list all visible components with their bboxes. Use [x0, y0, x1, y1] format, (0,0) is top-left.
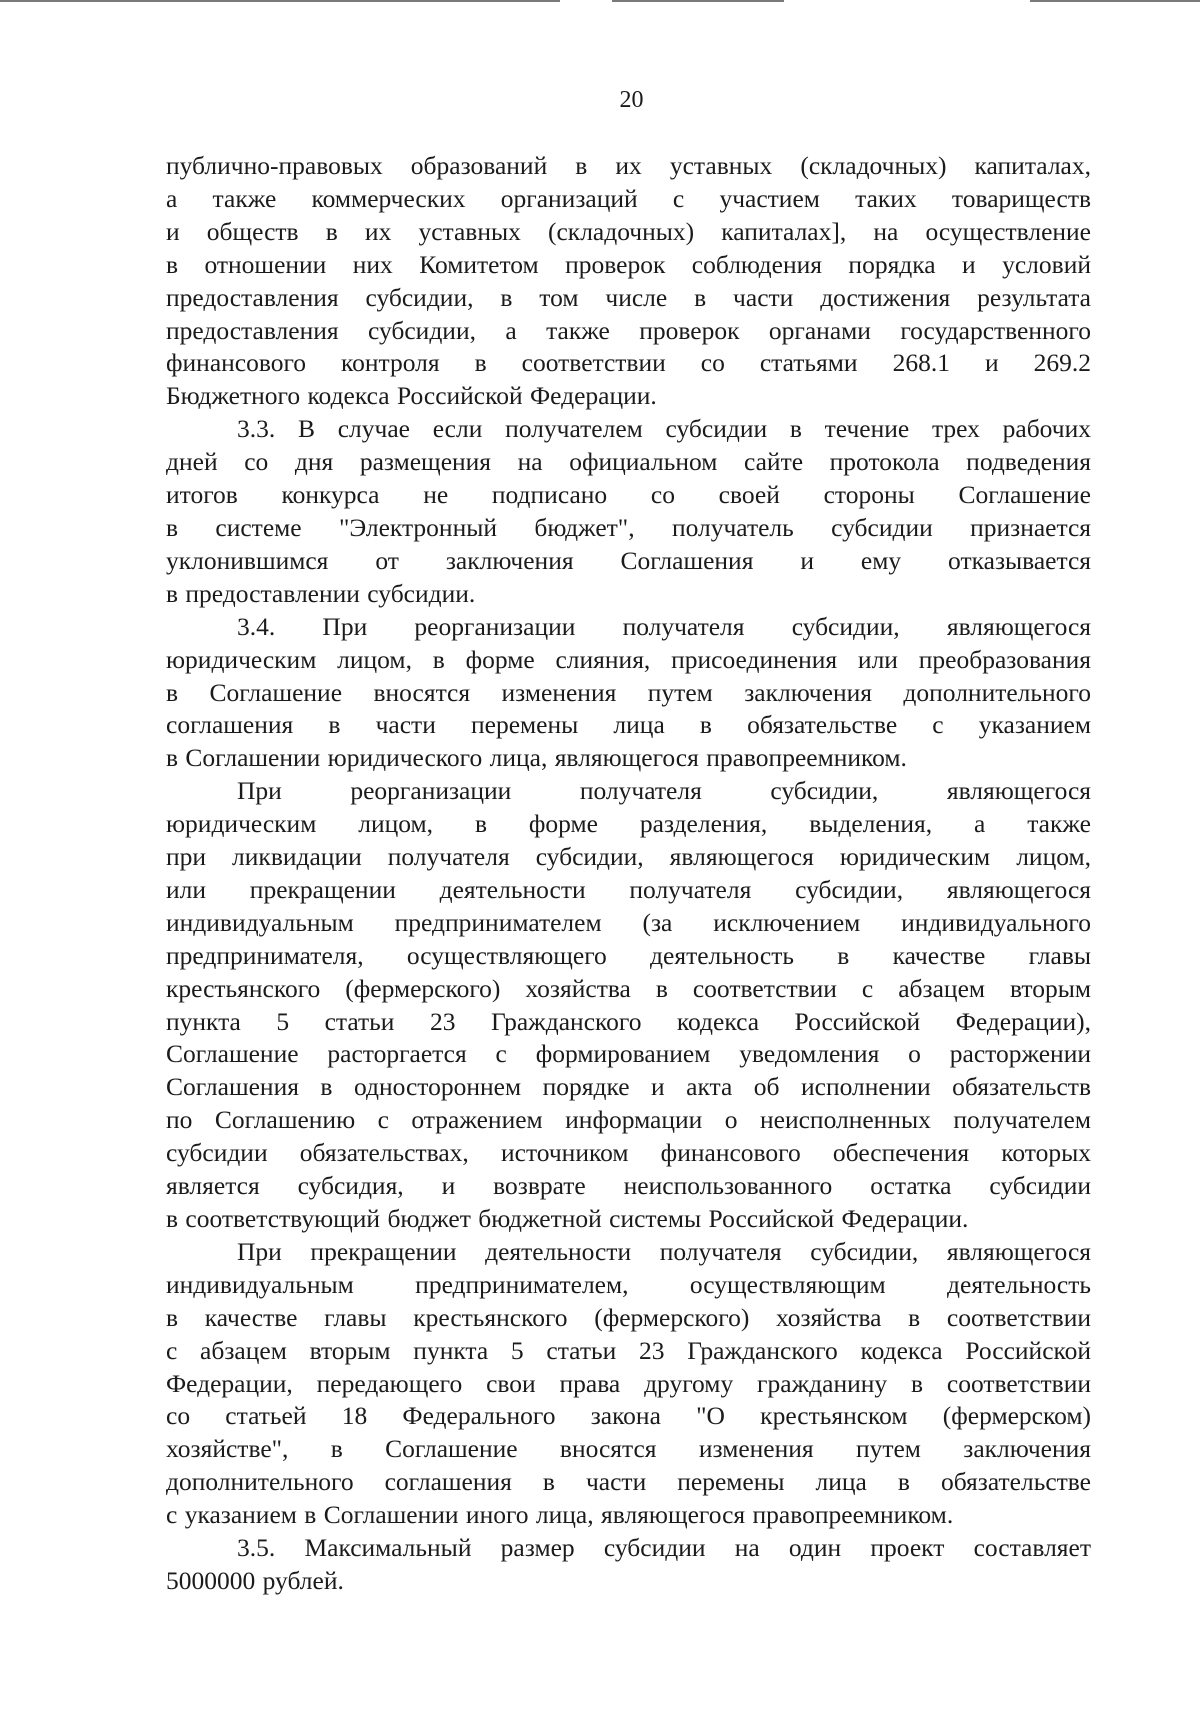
scan-edge-middle — [612, 0, 784, 2]
text-line: в качестве главы крестьянского (фермерского) хозяйства в соответствии — [166, 1302, 1091, 1332]
text-line: Соглашение расторгается с формированием уведомления о расторжении — [166, 1039, 1091, 1069]
text-line: с абзацем вторым пункта 5 статьи 23 Гражданского кодекса Российской — [166, 1335, 1091, 1365]
text-line: При реорганизации получателя субсидии, являющегося — [237, 776, 1091, 806]
text-line: с указанием в Соглашении иного лица, являющегося правопреемником. — [166, 1500, 954, 1530]
text-line: юридическим лицом, в форме слияния, присоединения или преобразования — [166, 644, 1091, 674]
text-line: субсидии обязательствах, источником финансового обеспечения которых — [166, 1138, 1091, 1168]
text-line: в отношении них Комитетом проверок соблюдения порядка и условий — [166, 249, 1091, 279]
text-line: При прекращении деятельности получателя субсидии, являющегося — [237, 1236, 1091, 1266]
text-line: в системе "Электронный бюджет", получатель субсидии признается — [166, 512, 1091, 542]
text-line: 3.3. В случае если получателем субсидии в течение трех рабочих — [237, 414, 1091, 444]
text-line: в Соглашение вносятся изменения путем заключения дополнительного — [166, 677, 1091, 707]
text-line: предоставления субсидии, в том числе в части достижения результата — [166, 282, 1091, 312]
text-line: по Соглашению с отражением информации о неисполненных получателем — [166, 1105, 1091, 1135]
paragraph-p1 — [166, 150, 1091, 413]
scan-edge-right — [1030, 0, 1200, 2]
paragraph-p4 — [166, 775, 1091, 1236]
page-number: 20 — [619, 87, 644, 113]
text-line: юридическим лицом, в форме разделения, выделения, а также — [166, 809, 1091, 839]
paragraph-p2 — [166, 413, 1091, 610]
text-line: Федерации, передающего свои права другому гражданину в соответствии — [166, 1368, 1091, 1398]
text-line: уклонившимся от заключения Соглашения и ему отказывается — [166, 545, 1091, 575]
text-line: крестьянского (фермерского) хозяйства в соответствии с абзацем вторым — [166, 973, 1091, 1003]
text-line: в Соглашении юридического лица, являющегося правопреемником. — [166, 743, 907, 773]
text-line: 3.4. При реорганизации получателя субсидии, являющегося — [237, 611, 1091, 641]
text-line: предпринимателя, осуществляющего деятельность в качестве главы — [166, 940, 1091, 970]
text-line: Бюджетного кодекса Российской Федерации. — [166, 381, 657, 411]
text-line: финансового контроля в соответствии со статьями 268.1 и 269.2 — [166, 348, 1091, 378]
document-body — [166, 150, 1091, 1598]
text-line: 5000000 рублей. — [166, 1565, 344, 1595]
text-line: а также коммерческих организаций с участием таких товариществ — [166, 183, 1091, 213]
text-line: пункта 5 статьи 23 Гражданского кодекса Российской Федерации), — [166, 1006, 1091, 1036]
text-line: итогов конкурса не подписано со своей стороны Соглашение — [166, 480, 1091, 510]
text-line: индивидуальным предпринимателем (за исключением индивидуального — [166, 907, 1091, 937]
text-line: публично-правовых образований в их уставных (складочных) капиталах, — [166, 151, 1091, 180]
text-line: в предоставлении субсидии. — [166, 578, 476, 608]
text-line: соглашения в части перемены лица в обязательстве с указанием — [166, 710, 1091, 740]
text-line: дней со дня размещения на официальном сайте протокола подведения — [166, 447, 1091, 477]
text-line: дополнительного соглашения в части перемены лица в обязательстве — [166, 1467, 1091, 1497]
paragraph-p5 — [166, 1236, 1091, 1532]
paragraph-p3 — [166, 611, 1091, 776]
scan-edge-left — [0, 0, 560, 2]
text-line: и обществ в их уставных (складочных) капиталах], на осуществление — [166, 216, 1091, 246]
paragraph-p6 — [166, 1532, 1091, 1598]
text-line: 3.5. Максимальный размер субсидии на один проект составляет — [237, 1533, 1091, 1563]
text-line: Соглашения в одностороннем порядке и акта об исполнении обязательств — [166, 1072, 1091, 1102]
text-line: является субсидия, и возврате неиспользованного остатка субсидии — [166, 1171, 1091, 1201]
text-line: предоставления субсидии, а также проверок органами государственного — [166, 315, 1091, 345]
text-line: хозяйстве", в Соглашение вносятся изменения путем заключения — [166, 1434, 1091, 1464]
text-line: при ликвидации получателя субсидии, являющегося юридическим лицом, — [166, 842, 1091, 872]
text-line: или прекращении деятельности получателя субсидии, являющегося — [166, 874, 1091, 904]
text-line: со статьей 18 Федерального закона "О крестьянском (фермерском) — [166, 1401, 1091, 1431]
text-line: в соответствующий бюджет бюджетной системы Российской Федерации. — [166, 1204, 969, 1233]
text-line: индивидуальным предпринимателем, осуществляющим деятельность — [166, 1269, 1091, 1299]
